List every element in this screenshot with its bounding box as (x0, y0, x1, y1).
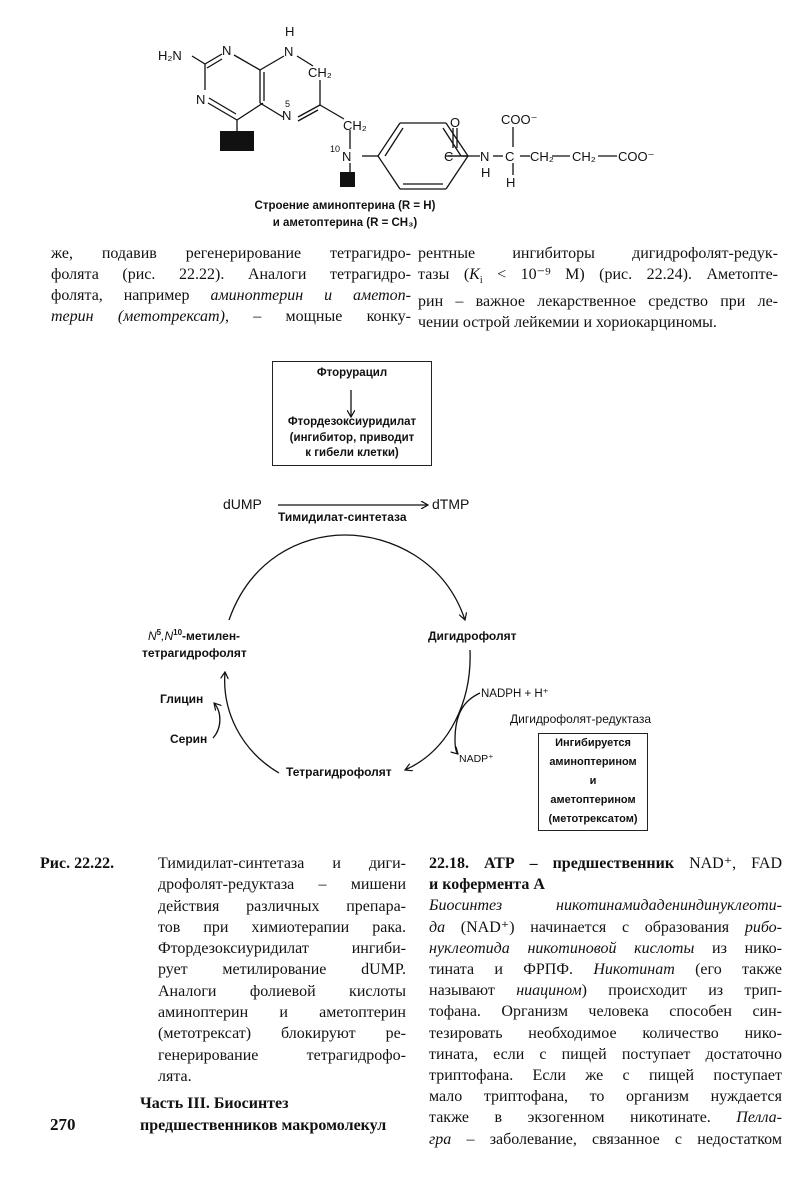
inhibition-line4: аметоптерином (550, 794, 636, 806)
fluorouracil-label: Фторурацил (316, 367, 388, 379)
section-text-run: ) происходит из трип- (581, 982, 782, 1000)
arc-top (229, 535, 465, 620)
arc-right (405, 650, 470, 770)
cycle-diagram (0, 360, 803, 840)
atom-ch2-b: CH₂ (572, 149, 596, 164)
section-text-run: тезировать необходимое количество нико- (429, 1024, 782, 1042)
atom-n10-num: 10 (330, 144, 341, 154)
section-body-line (429, 980, 782, 1001)
section-body-line (429, 1023, 782, 1044)
section-title-line2: и кофермента А (429, 876, 545, 894)
figure-caption-line: Аналоги фолиевой кислоты (158, 982, 406, 1000)
section-text-run: называют (429, 982, 517, 1000)
atom-c-carbonyl: C (444, 149, 454, 164)
dtmp-label: dTMP (432, 496, 470, 512)
figure-caption-line: лята. (158, 1067, 192, 1085)
section-body-line (429, 1044, 782, 1065)
intro-right-column (418, 243, 778, 333)
figure-caption-text (158, 853, 406, 1087)
r-group-block-c4 (220, 131, 254, 151)
structure-caption-line1: Строение аминоптерина (R = H) (254, 200, 436, 212)
atom-n-amide: N (480, 149, 490, 164)
running-footer-line1: Часть III. Биосинтез (140, 1095, 289, 1112)
intro-right-line: рентные ингибиторы дигидрофолят-редук- (418, 245, 778, 262)
atom-n10: N (342, 149, 352, 164)
atom-n8: N (284, 44, 294, 59)
figure-caption-line: рует метилирование dUMP. (158, 961, 406, 979)
figure-caption-line: тов при химиотерапии рака. (158, 918, 406, 936)
section-text-run: гра (429, 1130, 452, 1148)
section-text-run: (NAD⁺) начинается с образования (445, 918, 745, 936)
figure-caption-label: Рис. 22.22. (40, 855, 115, 872)
inhibition-line1: Ингибируется (555, 737, 631, 749)
r-group-block-n10 (340, 172, 355, 187)
fdump-label: Фтордезоксиуридилат (287, 416, 417, 428)
intro-left-line: терин (метотрексат), – мощные конку- (51, 308, 411, 325)
section-text-run: нуклеотида никотиновой кислоты (429, 939, 695, 957)
section-body-line (429, 1065, 782, 1086)
section-body-line (429, 938, 782, 959)
section-body-line (429, 1086, 782, 1107)
figure-caption-line: действия различных препара- (158, 897, 406, 915)
atom-o: O (450, 115, 461, 130)
structure-caption-line2: и аметоптерина (R = CH₃) (272, 217, 418, 229)
nadph-label: NADPH + H⁺ (481, 688, 549, 700)
inhibition-line2: аминоптерином (549, 756, 637, 768)
glycine-label: Глицин (160, 692, 204, 706)
section-text-run: Биосинтез никотинамидадениндинуклеоти- (429, 897, 782, 915)
atom-h8: H (285, 24, 295, 39)
section-text-run: ниацином (516, 982, 582, 1000)
intro-right-line: чении острой лейкемии и хориокарциномы. (418, 314, 717, 332)
section-text-run: тината, если с пищей поступает достаточно (429, 1045, 782, 1063)
section-body-line (429, 917, 782, 938)
running-footer (140, 1093, 386, 1137)
figure-caption-line: аминоптерин и аметоптерин (158, 1004, 406, 1022)
dihydrofolate-label: Дигидрофолят (428, 629, 517, 643)
page-number: 270 (50, 1115, 76, 1134)
section-body-line (429, 959, 782, 980)
inhibition-line5: (метотрексатом) (548, 813, 638, 825)
atom-h-amide: H (481, 165, 491, 180)
figure-caption-line: генерирование тетрагидрофо- (158, 1046, 406, 1064)
tetrahydrofolate-label: Тетрагидрофолят (286, 765, 392, 779)
section-body-line (429, 1129, 782, 1150)
section-text-run: из нико- (694, 939, 782, 957)
figure-caption-line: Тимидилат-синтетаза и диги- (158, 855, 406, 872)
section-text-run: (его также (674, 961, 783, 979)
section-body-line (429, 1107, 782, 1128)
section-body (429, 895, 782, 1149)
section-text-run: Никотинат (593, 961, 675, 979)
inhibition-box (538, 733, 648, 831)
section-title-line1: 22.18. АТР – предшественник NAD⁺, FAD (429, 855, 783, 872)
intro-left-line: же, подавив регенерирование тетрагидро- (51, 245, 411, 262)
inhibition-line3: и (589, 775, 597, 787)
serine-label: Серин (170, 732, 208, 746)
nadph-arrow (455, 693, 480, 754)
section-text-run: рибо- (744, 918, 782, 936)
serine-glycine-arrow (213, 703, 220, 738)
section-text-run: тофана. Организм человека способен син- (429, 1003, 782, 1021)
dhfr-label: Дигидрофолят-редуктаза (510, 712, 652, 726)
section-text-run: также в экзогенном никотинате. (429, 1109, 737, 1127)
section-body-line (429, 1001, 782, 1022)
atom-ch2-bridge: CH₂ (343, 118, 367, 133)
section-text-run: Пелла- (736, 1109, 782, 1127)
dump-label: dUMP (223, 496, 262, 512)
atom-ch2-a: CH₂ (530, 149, 554, 164)
intro-right-line: рин – важное лекарственное средство при ле- (418, 293, 778, 311)
atom-ch2-ring: CH₂ (308, 65, 332, 80)
arc-left (225, 672, 279, 773)
intro-left-column (51, 243, 411, 327)
running-footer-line2: предшественников макромолекул (140, 1117, 387, 1134)
methylene-thf-label: $N^5,N^{10}-метилен-$ (148, 628, 241, 643)
intro-right-line: тазы ($K_i < 10^{-9}$ М) (рис. 22.24). Аметопте- (418, 266, 778, 287)
atom-c-alpha: C (505, 149, 515, 164)
section-text-run: да (429, 918, 446, 936)
thymidylate-synthase-label: Тимидилат-синтетаза (278, 510, 407, 524)
nadp-label: NADP⁺ (459, 753, 494, 765)
structure-bonds (192, 54, 617, 189)
methylene-thf-label-line2: тетрагидрофолят (142, 646, 247, 660)
atom-n3: N (196, 92, 206, 107)
aminopterin-structure (0, 0, 803, 200)
fdump-note-line1: (ингибитор, приводит (289, 432, 415, 444)
atom-coo-end: COO⁻ (618, 149, 655, 164)
atom-n5: N (282, 108, 292, 123)
fdump-note-line2: к гибели клетки) (305, 447, 399, 459)
atom-n1: N (222, 43, 232, 58)
section-text-run: триптофана. Если же с пищей поступает (429, 1067, 782, 1085)
section-text-run: – заболевание, связанное с недостатком (451, 1130, 782, 1148)
intro-left-line: фолята, например аминоптерин и аметоп- (51, 287, 411, 304)
atom-h-alpha: H (506, 175, 516, 190)
structure-caption (200, 198, 490, 232)
section-text-run: мало триптофана, то организм нуждается (429, 1088, 782, 1106)
section-22-18 (429, 853, 782, 1150)
figure-caption-line: Фтордезоксиуридилат ингиби- (158, 940, 406, 958)
intro-left-line: фолята (рис. 22.22). Аналоги тетрагидро- (51, 266, 411, 283)
figure-caption-line: дрофолят-редуктаза – мишени (158, 876, 406, 894)
figure-caption-line: (метотрексат) блокируют ре- (158, 1025, 406, 1043)
atom-n5-num: 5 (285, 99, 291, 109)
section-text-run: тината и ФРПФ. (429, 961, 594, 979)
atom-coo-top: COO⁻ (501, 112, 538, 127)
atom-h2n: H₂N (158, 48, 182, 63)
section-body-line (429, 895, 782, 916)
